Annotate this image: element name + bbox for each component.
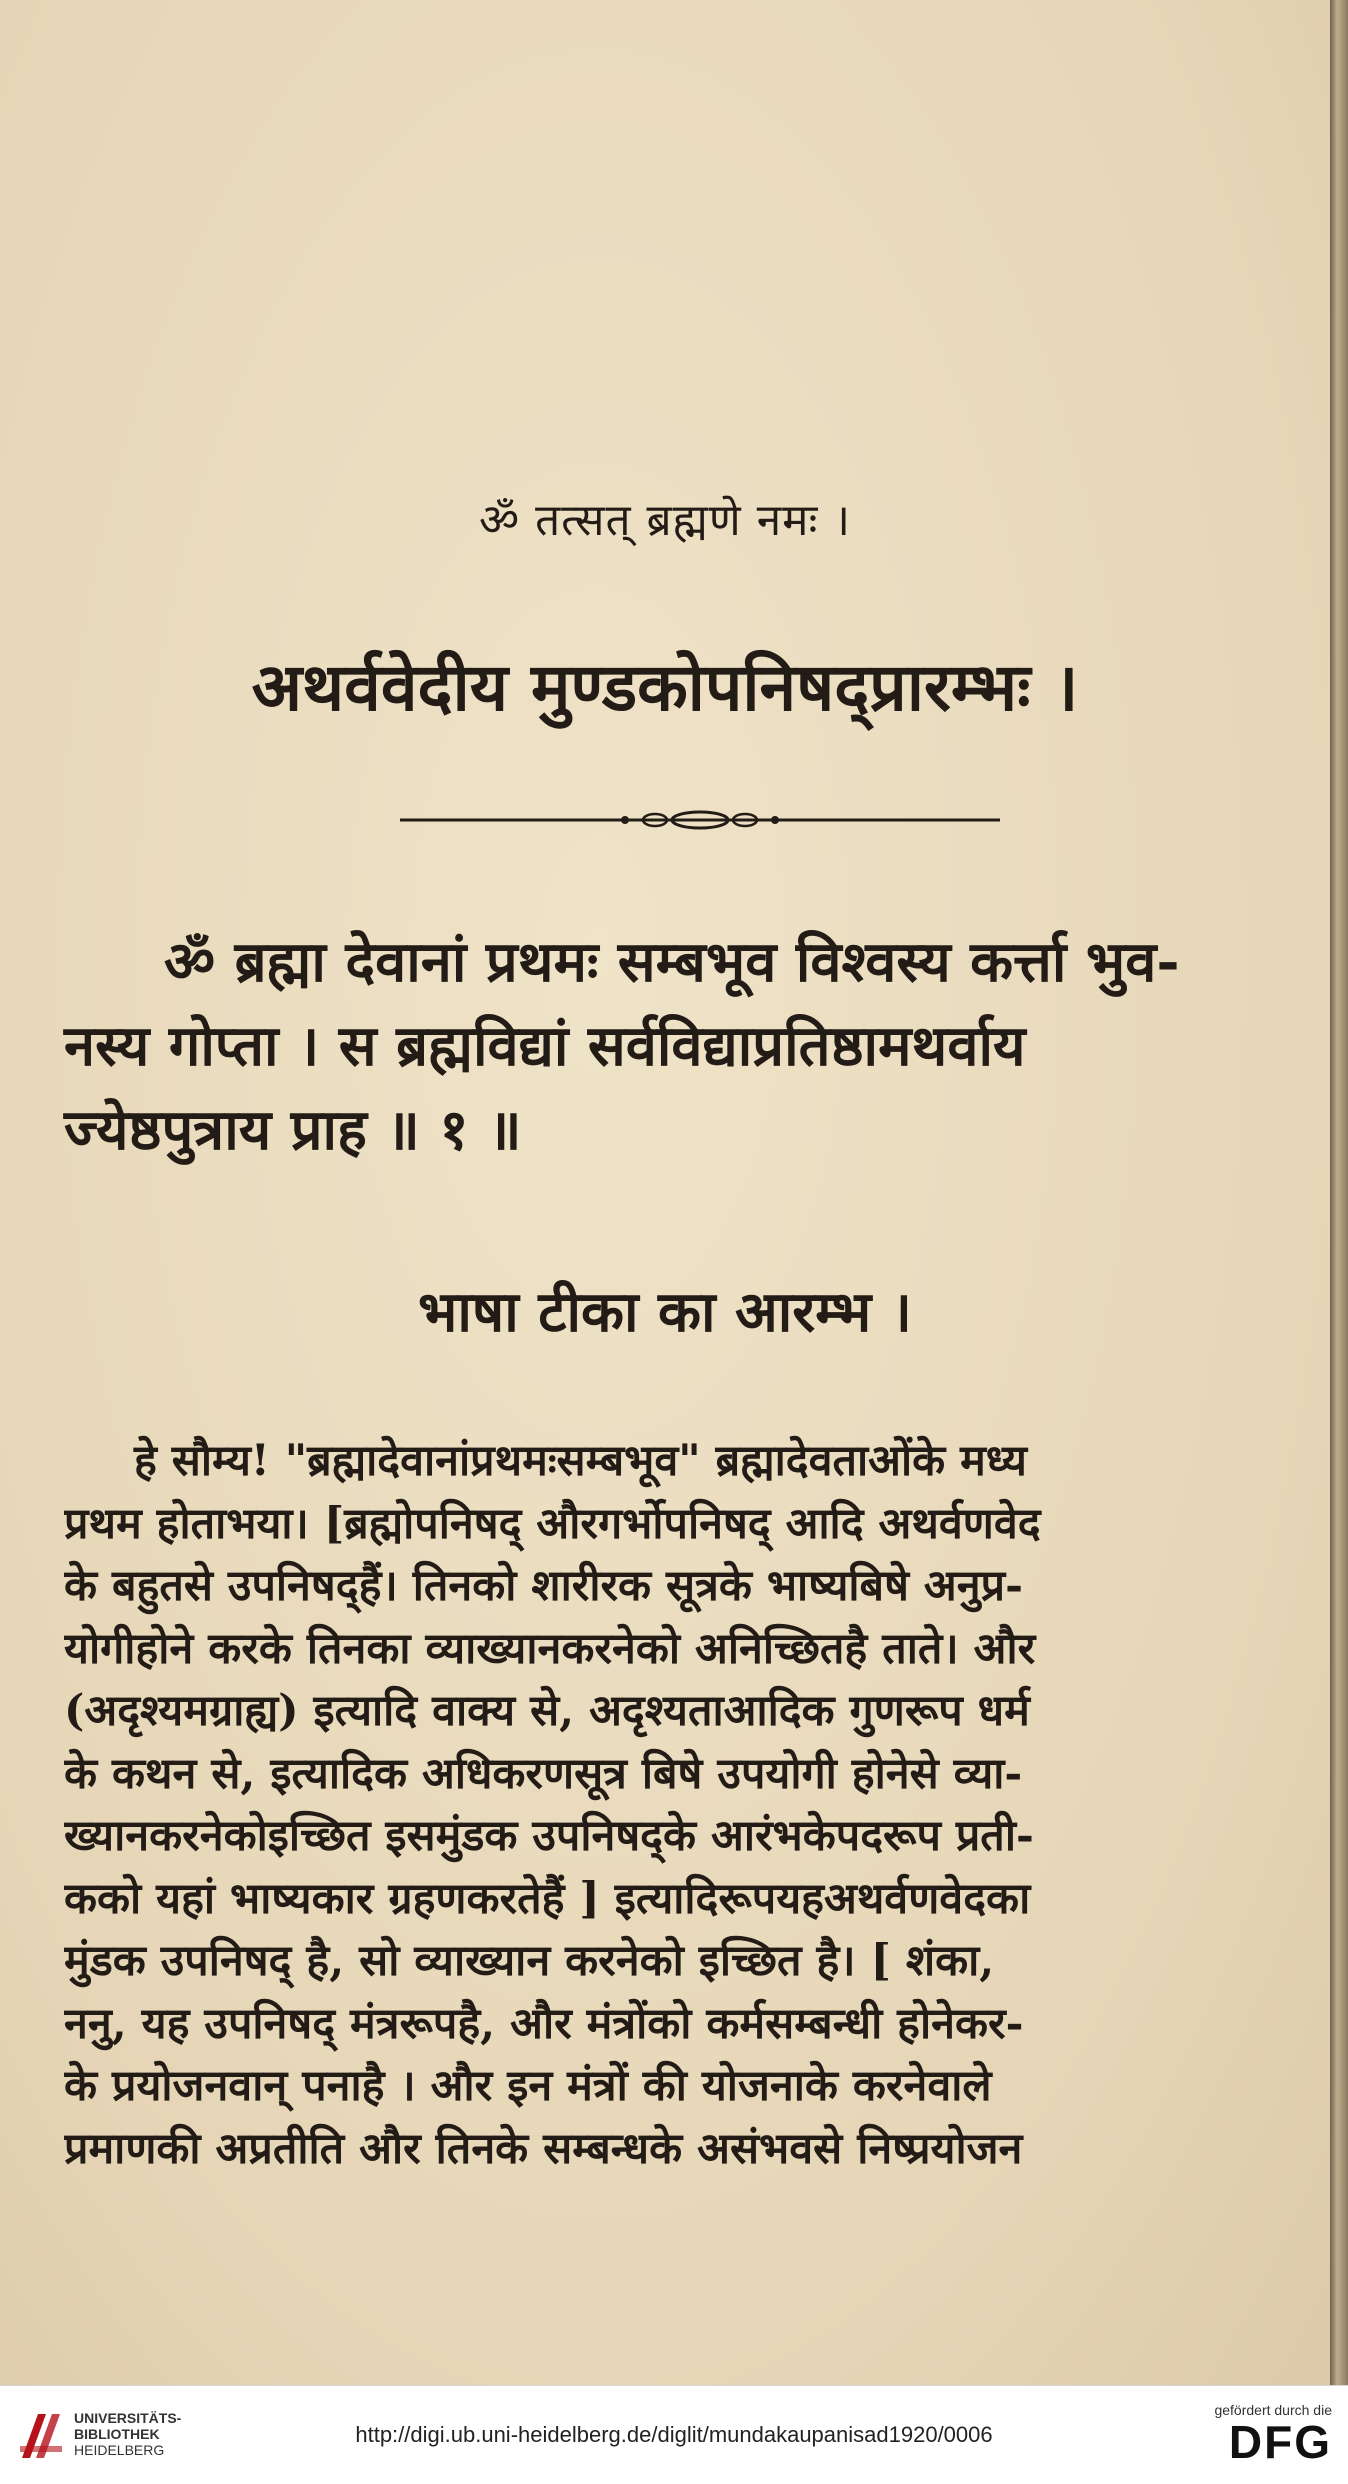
page-title: अथर्ववेदीय मुण्डकोपनिषद्प्रारम्भः ।: [251, 648, 1079, 726]
book-spine-edge: [1330, 0, 1348, 2385]
commentary-line: हे सौम्य! "ब्रह्मादेवानांप्रथमःसम्बभूव" ब्रह्मादेवताओंके मध्य: [134, 1436, 1027, 1486]
commentary-line: ख्यानकरनेकोइच्छित इसमुंडक उपनिषद्के आरंभकेपदरूप प्रती-: [64, 1811, 1034, 1861]
verse-line: ॐ ब्रह्मा देवानां प्रथमः सम्बभूव विश्वस्य कर्त्ता भुव-: [164, 929, 1180, 995]
library-city: HEIDELBERG: [74, 2442, 165, 2458]
invocation-line: ॐ तत्सत् ब्रह्मणे नमः ।: [478, 495, 852, 546]
ornamental-divider: [400, 800, 1000, 840]
commentary-line: के बहुतसे उपनिषद्हैं। तिनको शारीरक सूत्रके भाष्यबिषे अनुप्र-: [64, 1561, 1023, 1611]
verse-line: ज्येष्ठपुत्राय प्राह ॥ १ ॥: [64, 1097, 522, 1163]
library-name-line: UNIVERSITÄTS-: [74, 2410, 182, 2426]
viewer-footer: [0, 2385, 1348, 2484]
commentary-line: कको यहां भाष्यकार ग्रहणकरतेहैं ] इत्यादिरूपयहअथर्वणवेदका: [64, 1873, 1031, 1924]
sponsor-label: gefördert durch die: [1214, 2402, 1332, 2418]
commentary-text: [64, 1430, 1334, 2180]
section-heading: भाषा टीका का आरम्भ ।: [417, 1279, 912, 1345]
mantra-verse: [64, 920, 1334, 1172]
commentary-line: ननु, यह उपनिषद् मंत्ररूपहै, और मंत्रोंको कर्मसम्बन्धी होनेकर-: [64, 1998, 1024, 2049]
dfg-logo[interactable]: DFG: [1228, 2416, 1332, 2468]
permalink[interactable]: http://digi.ub.uni-heidelberg.de/diglit/mundakaupanisad1920/0006: [355, 2422, 993, 2447]
commentary-line: प्रमाणकी अप्रतीति और तिनके सम्बन्धके असंभवसे निष्प्रयोजन: [64, 2123, 1023, 2174]
commentary-line: योगीहोने करके तिनका व्याख्यानकरनेको अनिच्छितहै ताते। और: [64, 1623, 1036, 1674]
sponsor-block: [1214, 2402, 1332, 2466]
verse-line: नस्य गोप्ता । स ब्रह्मविद्यां सर्वविद्याप्रतिष्ठामथर्वाय: [64, 1013, 1026, 1079]
commentary-line: के कथन से, इत्यादिक अधिकरणसूत्र बिषे उपयोगी होनेसे व्या-: [64, 1748, 1023, 1799]
commentary-line: के प्रयोजनवान् पनाहै । और इन मंत्रों की योजनाके करनेवाले: [64, 2061, 992, 2111]
library-name-line: BIBLIOTHEK: [74, 2426, 160, 2442]
commentary-line: (अदृश्यमग्राह्य) इत्यादि वाक्य से, अदृश्यताआदिक गुणरूप धर्म: [64, 1686, 1030, 1736]
commentary-line: मुंडक उपनिषद् है, सो व्याख्यान करनेको इच्छित है। [ शंका,: [64, 1936, 995, 1986]
commentary-line: प्रथम होताभया। [ब्रह्मोपनिषद् औरगर्भोपनिषद् आदि अथर्वणवेद: [64, 1498, 1041, 1549]
